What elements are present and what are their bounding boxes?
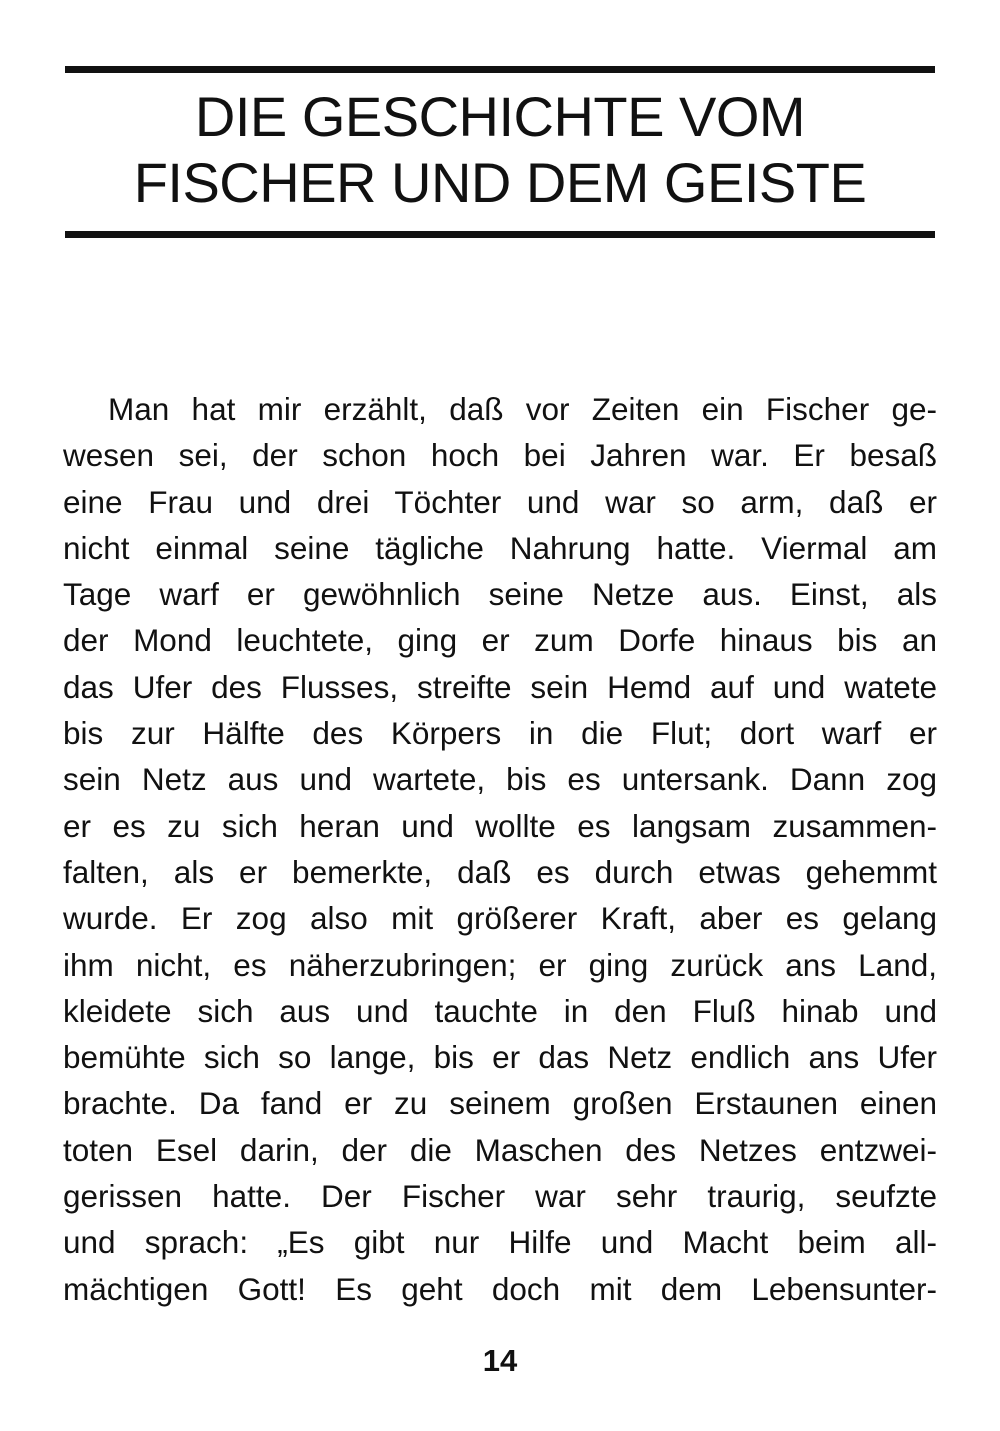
text-line: und sprach: „Es gibt nur Hilfe und Macht beim all-: [63, 1224, 937, 1261]
chapter-title: [65, 84, 935, 216]
text-line: ihm nicht, es näherzubringen; er ging zurück ans Land,: [63, 946, 937, 983]
text-line: falten, als er bemerkte, daß es durch etwas gehemmt: [63, 853, 937, 890]
chapter-title-line-1: DIE GESCHICHTE VOM: [194, 85, 806, 148]
text-line: gerissen hatte. Der Fischer war sehr traurig, seufzte: [63, 1178, 937, 1215]
text-line: nicht einmal seine tägliche Nahrung hatte. Viermal am: [63, 529, 937, 566]
text-line: wesen sei, der schon hoch bei Jahren war. Er besaß: [63, 437, 937, 474]
text-line: bemühte sich so lange, bis er das Netz endlich ans Ufer: [63, 1039, 937, 1076]
text-line: das Ufer des Flusses, streifte sein Hemd auf und watete: [63, 668, 937, 705]
text-line: sein Netz aus und wartete, bis es untersank. Dann zog: [63, 761, 937, 798]
text-line: bis zur Hälfte des Körpers in die Flut; dort warf er: [63, 715, 937, 752]
text-line: eine Frau und drei Töchter und war so arm, daß er: [63, 483, 937, 520]
text-line: der Mond leuchtete, ging er zum Dorfe hinaus bis an: [63, 622, 937, 659]
page-number: 14: [482, 1343, 518, 1378]
text-line: toten Esel darin, der die Maschen des Netzes entzwei-: [63, 1131, 937, 1168]
text-line: Tage warf er gewöhnlich seine Netze aus. Einst, als: [63, 576, 937, 613]
text-line: mächtigen Gott! Es geht doch mit dem Lebensunter-: [63, 1270, 937, 1307]
bottom-rule: [65, 231, 935, 238]
text-line: brachte. Da fand er zu seinem großen Erstaunen einen: [63, 1085, 937, 1122]
text-line: Man hat mir erzählt, daß vor Zeiten ein Fischer ge-: [108, 391, 937, 427]
text-line: er es zu sich heran und wollte es langsam zusammen-: [63, 807, 937, 844]
text-line: kleidete sich aus und tauchte in den Fluß hinab und: [63, 992, 937, 1029]
top-rule: [65, 66, 935, 73]
chapter-title-line-2: FISCHER UND DEM GEISTE: [133, 151, 867, 214]
text-line: wurde. Er zog also mit größerer Kraft, aber es gelang: [63, 900, 937, 937]
body-paragraph: [63, 386, 937, 1312]
